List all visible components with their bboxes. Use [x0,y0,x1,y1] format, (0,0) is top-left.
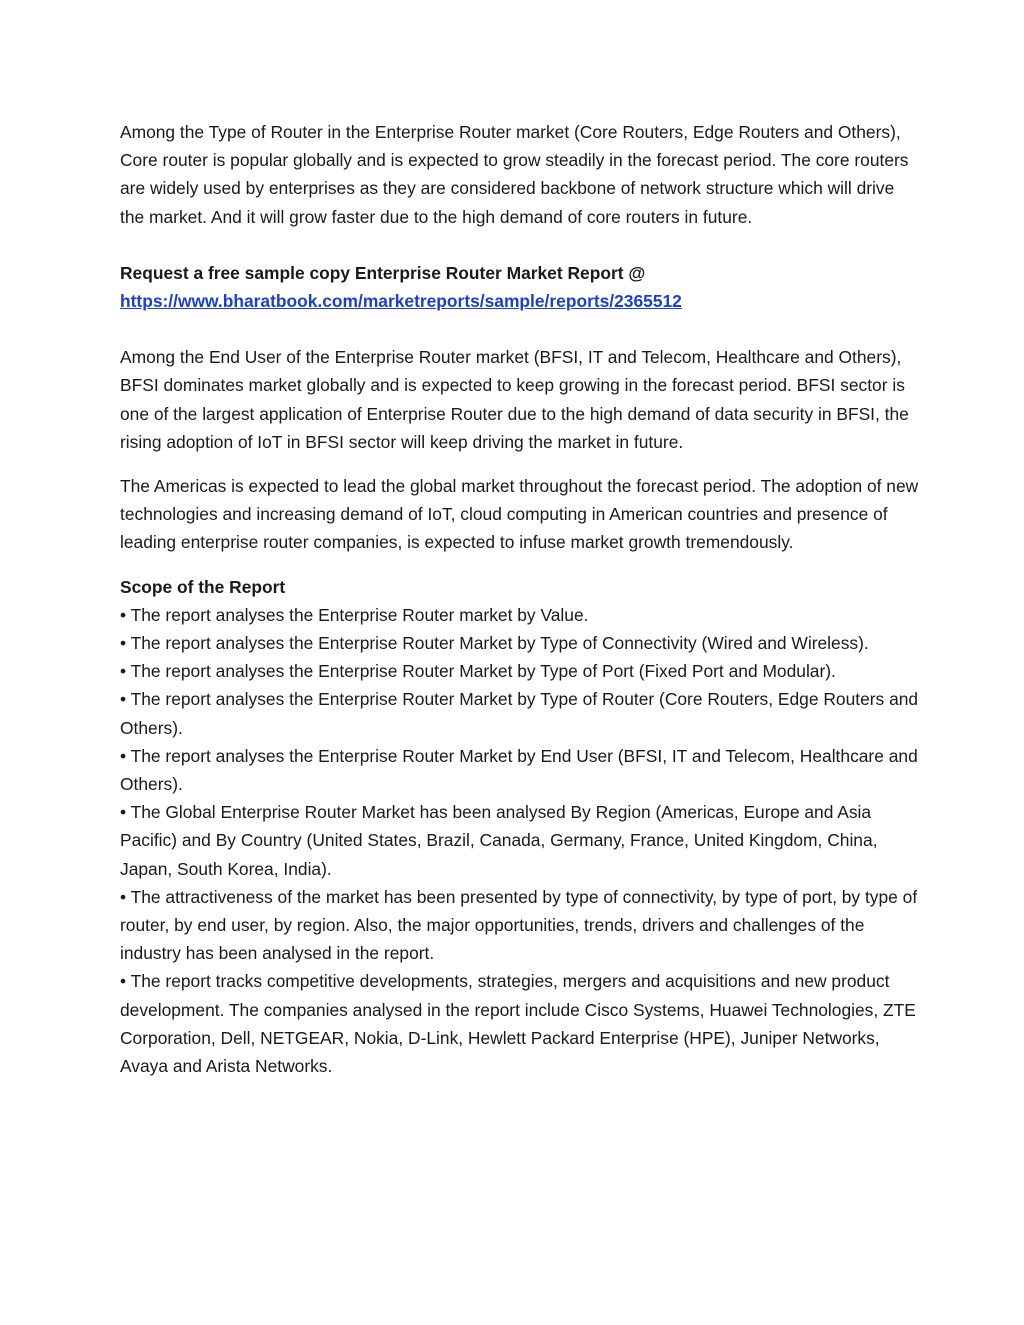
scope-heading: Scope of the Report [120,576,286,597]
scope-item: • The report analyses the Enterprise Router Market by End User (BFSI, IT and Telecom, Healthcare and Others). [120,745,918,795]
paragraph-type-of-router: Among the Type of Router in the Enterprise Router market (Core Routers, Edge Routers and Others), Core router is popular globally and is expected to grow steadily in the forecast period. The core routers are widely used by enterprises as they are considered backbone of network structure which will drive the market. And it will grow faster due to the high demand of core routers in future. [120,122,909,227]
document-page [120,118,920,1080]
scope-item: • The report analyses the Enterprise Router market by Value. [120,604,589,625]
spacer [120,231,920,259]
paragraph-end-user: Among the End User of the Enterprise Router market (BFSI, IT and Telecom, Healthcare and Others), BFSI dominates market globally and is expected to keep growing in the forecast period. BFSI sector is one of the largest application of Enterprise Router due to the high demand of data security in BFSI, the rising adoption of IoT in BFSI sector will keep driving the market in future. [120,347,909,452]
scope-item: • The report analyses the Enterprise Router Market by Type of Router (Core Routers, Edge Routers and Others). [120,689,919,738]
spacer [120,456,920,472]
scope-list [120,601,920,1080]
scope-item: • The report analyses the Enterprise Router Market by Type of Connectivity (Wired and Wireless). [120,633,869,654]
scope-item: • The attractiveness of the market has been presented by type of connectivity, by type of port, by type of router, by end user, by region. Also, the major opportunities, trends, drivers and challenges of the industry has been analysed in the report. [120,886,918,964]
spacer [120,557,920,573]
paragraph-americas: The Americas is expected to lead the global market throughout the forecast period. The adoption of new technologies and increasing demand of IoT, cloud computing in American countries and presence of leading enterprise router companies, is expected to infuse market growth tremendously. [120,476,919,553]
scope-item: • The report tracks competitive developments, strategies, mergers and acquisitions and new product development. The companies analysed in the report include Cisco Systems, Huawei Technologies, ZTE Corporation, Dell, NETGEAR, Nokia, D-Link, Hewlett Packard Enterprise (HPE), Juniper Networks, Avaya and Arista Networks. [120,971,916,1077]
spacer [120,315,920,343]
scope-item: • The report analyses the Enterprise Router Market by Type of Port (Fixed Port and Modular). [120,661,836,682]
sample-request-label: Request a free sample copy Enterprise Router Market Report @ [120,262,646,283]
scope-item: • The Global Enterprise Router Market has been analysed By Region (Americas, Europe and Asia Pacific) and By Country (United States, Brazil, Canada, Germany, France, United Kingdom, China, Japan, South Korea, India). [120,802,878,879]
sample-request-line [120,287,920,315]
sample-request-link[interactable]: https://www.bharatbook.com/marketreports/sample/reports/2365512 [120,291,682,312]
